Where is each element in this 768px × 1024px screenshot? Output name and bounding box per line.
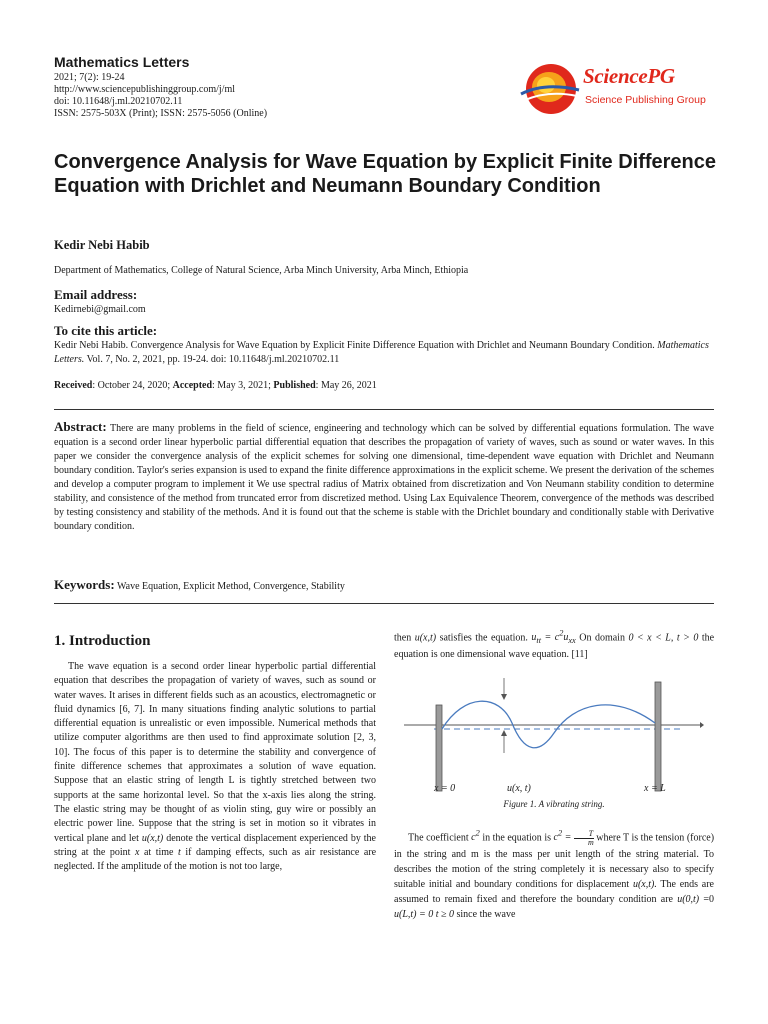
intro-text: =0 [703,893,715,905]
math-t: t [178,846,181,858]
keywords-label: Keywords: [54,577,115,592]
eq-sub: xx [568,636,576,646]
math-c2-def [553,828,594,847]
eq-sub: tt [536,636,542,646]
keywords-text: Wave Equation, Explicit Method, Convergence, Stability [117,581,345,592]
intro-left-column [54,660,376,874]
intro-text: The ends are assumed to remain fixed and therefore the boundary condition are [394,878,714,905]
logo-subtitle: Science Publishing Group [585,94,706,106]
article-title: Convergence Analysis for Wave Equation by Explicit Finite Difference Equation with Drichlet and Neumann Boundary Condition [54,151,717,197]
intro-text: The wave equation is a second order linear hyperbolic partial differential equation that describes the propagation of variety of waves, such as sound or water waves. It arises in different fields such as an acoustics, electromagnetic or fluid dynamics [6, 7]. In many situations finding analytic solutions to partial differential equation is unrealistic or even impossible. Numerical methods that utilize computer algorithms are then used to find approximate solution [2, 3, 10]. The focus of this paper is to determine the stability and convergence of finite difference schemes that approximates a solution of wave equation. Suppose that an elastic string of length L is tightly stretched between two supports at the same horizontal level. So that the x-axis lies along the string. The elastic string may be thought of as violin sting, guy wire or possibly an electric power line. Suppose that the string is set in motion so it vibrates in vertical plane and let [54,661,376,844]
intro-text: in the equation is [482,832,551,844]
intro-text: the equation is one dimensional wave equation. [11] [394,632,715,661]
journal-name: Mathematics Letters [54,54,190,70]
abstract [54,420,714,534]
section-heading: 1. Introduction [54,633,151,649]
string-curve [442,701,655,748]
abstract-text: There are many problems in the field of science, engineering and technology which can be solved by differential equations formulation. The wave equation is a second order linear hyperbolic partial differential equation that describes the propagation of variety of waves, such as sound or water waves. In this paper we consider the convergence analysis of the explicit schemes for solving one dimensional, time-dependent wave equation with Drichlet and Neumann boundary condition. Taylor's series expansion is used to expand the finite difference approximations in the explicit scheme. We present the derivation of the schemes and develop a computer program to implement it We use spectral radius of Matrix obtained from discretization and Von Neumann stability condition to determine stability, and consistence of the method from truncated error from discretized method. Using Lax Equivalence Theorem, convergence of the methods was described by testing consistency and stability of the methods. And it is found out that the scheme is stable with the Drichlet boundary and conditionally stable with Derivative boundary condition. [54,423,714,532]
eq-sup: 2 [475,829,480,838]
label-xl: x = L [644,783,666,794]
math-bc: u(0,t) [677,893,700,905]
published-date: : May 26, 2021 [315,380,377,391]
vibrating-string-figure [404,673,704,799]
fraction [574,830,594,847]
math-bc: u(L,t) = 0 t ≥ 0 [394,908,455,920]
eq-sup: 2 [557,829,563,838]
intro-text: satisfies the equation. [439,632,528,644]
accepted-date: : May 3, 2021; [212,380,271,391]
divider-top [54,409,714,410]
author-name: Kedir Nebi Habib [54,238,150,252]
denominator: m [587,837,594,847]
intro-text: since the wave [456,908,516,920]
eq-part: u [563,632,569,644]
intro-text: at time [143,846,174,858]
math-c2 [471,829,480,844]
math-u: u(x,t). [632,878,657,890]
eq-part: c [553,832,558,844]
intro-paragraph [394,826,714,922]
received-label: Received [54,380,93,391]
affiliation: Department of Mathematics, College of Natural Science, Arba Minch University, Arba Minch, Ethiopia [54,265,469,276]
divider-bottom [54,603,714,604]
arrow-up-icon [501,730,507,736]
email-heading: Email address: [54,287,138,302]
eq-part: c [471,832,476,844]
article-dates [54,380,377,391]
citation [54,339,714,367]
label-x0: x = 0 [434,783,456,794]
intro-text: if damping effects, such as air resistance are neglected. If the amplitude of the motion is not too large, [54,846,377,873]
doi-line[interactable]: doi: 10.11648/j.ml.20210702.11 [54,96,183,107]
citation-journal: Mathematics Letters. [54,340,709,365]
received-date: : October 24, 2020; [92,380,171,391]
intro-text: where T is the tension (force) in the string and m is the mass per unit length of the string material. To describes the motion of the string completely it is necessary also to specify suitable initial and boundary conditions for displacement [394,832,715,890]
math-x: x [134,846,140,858]
eq-sup: 2 [559,629,564,638]
logo-name: SciencePG [583,64,675,88]
cite-heading: To cite this article: [54,323,158,338]
domain-math: 0 < x < L, t > 0 [628,632,699,644]
issn-line: ISSN: 2575-503X (Print); ISSN: 2575-5056 (Online) [54,108,268,119]
eq-part: = [562,832,574,844]
intro-text: On domain [579,632,625,644]
intro-right-top [394,627,714,662]
intro-text: then [394,632,412,644]
numerator: T [574,830,594,839]
abstract-label: Abstract: [54,419,107,434]
accepted-label: Accepted [172,380,213,391]
left-support [436,705,442,791]
citation-text: Kedir Nebi Habib. Convergence Analysis for Wave Equation by Explicit Finite Difference Equation with Drichlet and Neumann Boundary Condition. [54,340,655,351]
math-u: u(x,t) [414,632,437,644]
intro-paragraph [54,660,376,874]
keywords [54,577,345,593]
label-u: u(x, t) [507,783,531,794]
wave-equation [531,629,576,646]
email-address[interactable]: Kedirnebi@gmail.com [54,304,146,315]
journal-url[interactable]: http://www.sciencepublishinggroup.com/j/ml [54,84,235,95]
intro-text: denote the vertical displacement experienced by the string at the point [54,832,376,858]
math-u: u(x,t) [141,832,164,844]
journal-meta [54,72,267,120]
eq-part: u [531,632,537,644]
figure-caption: Figure 1. A vibrating string. [503,799,605,809]
eq-part: = c [541,632,560,644]
axis-arrow-icon [700,722,704,728]
published-label: Published [273,380,316,391]
arrow-down-icon [501,694,507,700]
citation-details: Vol. 7, No. 2, 2021, pp. 19-24. doi: 10.11648/j.ml.20210702.11 [86,354,340,365]
right-support [655,682,661,791]
intro-right-bottom [394,826,714,922]
volume-line: 2021; 7(2): 19-24 [54,72,125,83]
intro-text: The coefficient [408,832,469,844]
